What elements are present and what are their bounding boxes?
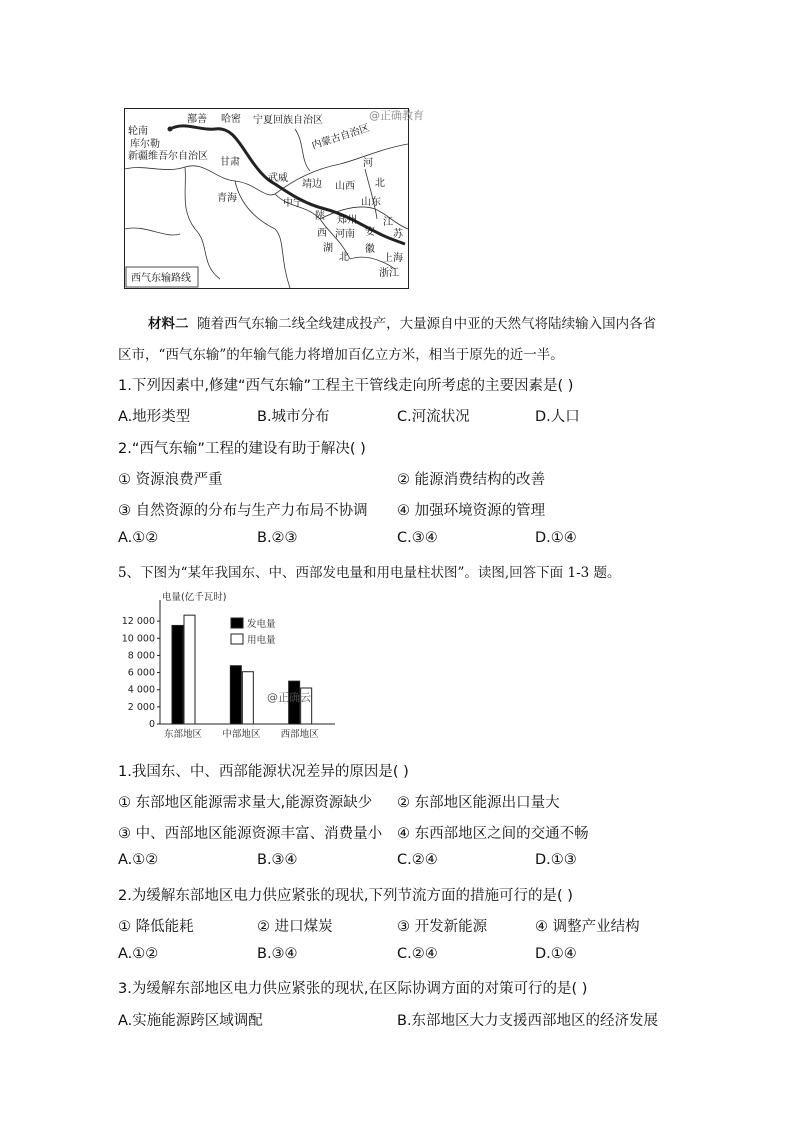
question-5-2-option-d[interactable]: D.①④ xyxy=(535,946,577,962)
question-1-option-a[interactable]: A.地形类型 xyxy=(118,409,191,425)
question-5-2-option-b[interactable]: B.③④ xyxy=(257,946,298,962)
chart-y-tick-label: 0 xyxy=(148,719,155,730)
chart-svg xyxy=(120,588,340,744)
map-label-neimenggu: 内蒙古自治区 xyxy=(310,122,371,152)
question-5-1-stem: 1.我国东、中、西部能源状况差异的原因是( ) xyxy=(118,764,409,780)
question-5-1-item-1: ① 东部地区能源需求量大,能源资源缺少 xyxy=(118,795,373,811)
question-2-option-a[interactable]: A.①② xyxy=(118,530,159,546)
material-line-1 xyxy=(148,312,656,332)
chart-x-tick-label: 中部地区 xyxy=(222,729,261,740)
question-5-1-option-b[interactable]: B.③④ xyxy=(257,852,298,868)
map-label-xi: 西 xyxy=(317,228,327,239)
question-5-2-stem: 2.为缓解东部地区电力供应紧张的现状,下列节流方面的措施可行的是( ) xyxy=(118,888,573,904)
map-label-he: 河 xyxy=(363,158,373,169)
chart-bar xyxy=(184,615,195,724)
question-2-option-b[interactable]: B.②③ xyxy=(257,530,298,546)
map-label-gansu: 甘肃 xyxy=(220,157,240,168)
electricity-bar-chart xyxy=(120,588,340,744)
map-label-shanghai: 上海 xyxy=(383,253,403,264)
chart-legend-swatch xyxy=(231,634,243,644)
chart-x-tick-label: 东部地区 xyxy=(163,729,203,740)
map-label-qinghai: 青海 xyxy=(217,193,237,204)
chart-bar xyxy=(172,625,183,724)
chart-legend-label: 用电量 xyxy=(247,635,276,646)
question-1-stem: 1.下列因素中,修建“西气东输”工程主干管线走向所考虑的主要因素是( ) xyxy=(118,378,574,394)
map-label-bei2: 北 xyxy=(339,252,349,263)
map-label-jiang: 江 xyxy=(383,217,393,228)
question-5-2-item-4: ④ 调整产业结构 xyxy=(535,919,640,935)
map-label-zhejiang: 浙江 xyxy=(379,268,399,279)
map-label-shanshan: 鄯善 xyxy=(187,114,207,125)
map-caption: 西气东输路线 xyxy=(131,273,191,284)
question-5-3-option-a[interactable]: A.实施能源跨区域调配 xyxy=(118,1013,263,1029)
map-label-hui: 徽 xyxy=(365,244,375,255)
question-5-2-item-2: ② 进口煤炭 xyxy=(257,919,333,935)
map-watermark: @正确教育 xyxy=(369,109,424,122)
map-label-wuwei: 武威 xyxy=(268,173,288,184)
question-1-option-b[interactable]: B.城市分布 xyxy=(257,409,330,425)
map-label-ningxia: 宁夏回族自治区 xyxy=(253,115,323,126)
chart-watermark: @正确云 xyxy=(267,691,311,704)
chart-legend-swatch xyxy=(231,618,243,628)
map-label-zhongning: 中宁 xyxy=(283,198,303,209)
question-1-option-c[interactable]: C.河流状况 xyxy=(397,409,470,425)
map-label-kuerle: 库尔勒 xyxy=(130,139,160,150)
chart-y-tick-label: 6 000 xyxy=(127,667,155,679)
question-2-option-c[interactable]: C.③④ xyxy=(397,530,438,546)
question-5-1-option-d[interactable]: D.①③ xyxy=(535,852,577,868)
map-label-zhengzhou: 郑州 xyxy=(337,215,357,226)
question-5-1-option-a[interactable]: A.①② xyxy=(118,852,159,868)
question-2-stem: 2.“西气东输”工程的建设有助于解决( ) xyxy=(118,441,366,457)
pipeline-map xyxy=(124,108,424,289)
question-5-1-option-c[interactable]: C.②④ xyxy=(397,852,438,868)
chart-x-tick-label: 西部地区 xyxy=(280,729,319,740)
question-5-1-item-4: ④ 东西部地区之间的交通不畅 xyxy=(397,826,589,842)
question-5-2-option-a[interactable]: A.①② xyxy=(118,946,159,962)
section-5-title: 5、下图为“某年我国东、中、西部发电量和用电量柱状图”。读图,回答下面 1-3 题。 xyxy=(118,565,621,581)
material-text-1: 随着西气东输二线全线建成投产，大量源自中亚的天然气将陆续输入国内各省 xyxy=(197,316,657,332)
question-5-3-stem: 3.为缓解东部地区电力供应紧张的现状,在区际协调方面的对策可行的是( ) xyxy=(118,981,588,997)
map-label-lunnan: 轮南 xyxy=(128,126,148,137)
map-label-hami: 哈密 xyxy=(221,114,241,125)
chart-y-tick-label: 8 000 xyxy=(127,650,155,662)
question-2-item-3: ③ 自然资源的分布与生产力布局不协调 xyxy=(118,503,368,519)
chart-bar xyxy=(242,672,253,724)
map-label-jingbian: 靖边 xyxy=(302,179,322,190)
map-label-xinjiang: 新疆维吾尔自治区 xyxy=(128,151,208,162)
question-5-1-item-3: ③ 中、西部地区能源资源丰富、消费量小 xyxy=(118,826,383,842)
pipeline-map-svg xyxy=(125,109,424,288)
chart-y-tick-label: 12 000 xyxy=(121,616,155,628)
material-line-2: 区市，“西气东输”的年输气能力将增加百亿立方米，相当于原先的近一半。 xyxy=(118,347,564,363)
map-label-shanxi: 山西 xyxy=(335,181,355,192)
question-5-1-item-2: ② 东部地区能源出口量大 xyxy=(397,795,560,811)
question-2-item-4: ④ 加强环境资源的管理 xyxy=(397,503,546,519)
material-lead: 材料二 xyxy=(148,316,189,332)
map-label-bei: 北 xyxy=(375,178,385,189)
chart-y-axis-label: 电量(亿千瓦时) xyxy=(162,592,227,603)
map-label-shandong: 山东 xyxy=(361,197,381,208)
map-label-hu: 湖 xyxy=(323,243,333,254)
question-1-option-d[interactable]: D.人口 xyxy=(535,409,580,425)
question-2-item-2: ② 能源消费结构的改善 xyxy=(397,472,546,488)
question-5-2-option-c[interactable]: C.②④ xyxy=(397,946,438,962)
question-5-2-item-3: ③ 开发新能源 xyxy=(397,919,488,935)
map-label-an: 安 xyxy=(365,227,375,238)
question-2-item-1: ① 资源浪费严重 xyxy=(118,472,223,488)
chart-y-tick-label: 10 000 xyxy=(121,633,155,645)
question-2-option-d[interactable]: D.①④ xyxy=(535,530,577,546)
question-5-3-option-b[interactable]: B.东部地区大力支援西部地区的经济发展 xyxy=(397,1013,659,1029)
chart-y-tick-label: 2 000 xyxy=(127,701,155,713)
map-label-henan: 河南 xyxy=(335,229,355,240)
start-point xyxy=(168,127,173,132)
chart-legend-label: 发电量 xyxy=(247,619,276,630)
chart-y-tick-label: 4 000 xyxy=(127,684,155,696)
map-label-shaan: 陕 xyxy=(315,211,325,222)
question-5-2-item-1: ① 降低能耗 xyxy=(118,919,194,935)
map-label-su: 苏 xyxy=(393,229,403,240)
chart-bar xyxy=(230,666,241,724)
